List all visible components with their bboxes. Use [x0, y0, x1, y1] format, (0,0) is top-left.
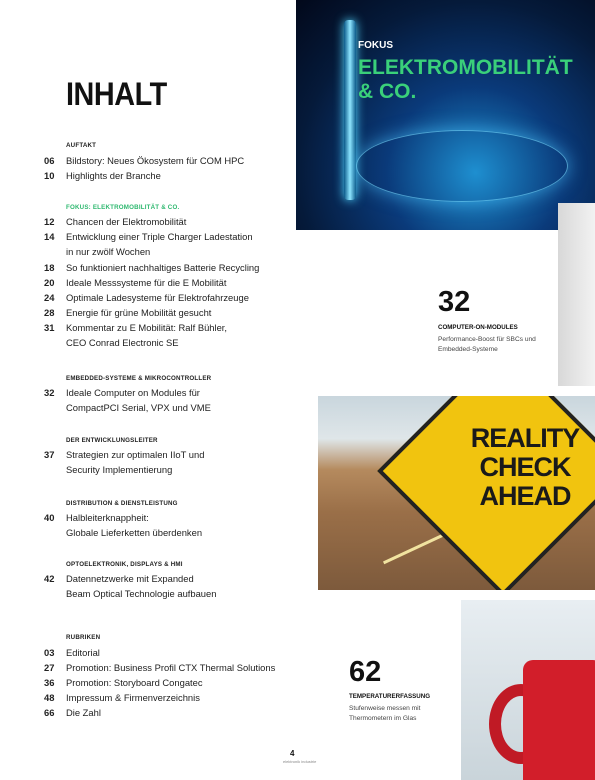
toc-entry-title: Highlights der Branche — [66, 170, 161, 181]
toc-entry-title: Impressum & Firmenverzeichnis — [66, 692, 200, 703]
feature-kicker: FOKUS — [358, 40, 393, 51]
toc-entry-title: Ideale Messsysteme für die E Mobilität — [66, 277, 227, 288]
toc-entry-title: Entwicklung einer Triple Charger Ladestation — [66, 231, 253, 242]
section-heading-fokus: FOKUS: ELEKTROMOBILITÄT & CO. — [66, 204, 180, 211]
toc-page-number: 36 — [44, 677, 55, 688]
toc-entry-title: Strategien zur optimalen IIoT und — [66, 449, 205, 460]
toc-page-number: 10 — [44, 170, 55, 181]
section-heading-optoelektronik: OPTOELEKTRONIK, DISPLAYS & HMI — [66, 561, 183, 568]
callout-label: TEMPERATURERFASSUNG — [349, 693, 431, 700]
toc-page-number: 03 — [44, 647, 55, 658]
reality-check-image[interactable] — [318, 396, 595, 590]
toc-page-number: 20 — [44, 277, 55, 288]
callout-text: Stufenweise messen mit Thermometern im Glas — [349, 705, 421, 722]
callout-label: COMPUTER-ON-MODULES — [438, 324, 518, 331]
toc-entry-title: Ideale Computer on Modules für — [66, 387, 200, 398]
car-outline-graphic — [356, 130, 568, 202]
toc-page-number: 18 — [44, 262, 55, 273]
toc-page-number: 24 — [44, 292, 55, 303]
toc-entry-title: Editorial — [66, 647, 100, 658]
toc-entry-title: Security Implementierung — [66, 464, 173, 475]
feature-headline: ELEKTROMOBILITÄT & CO. — [358, 56, 573, 103]
callout-text: Performance-Boost für SBCs und Embedded-Systeme — [438, 336, 536, 353]
toc-entry-title: Beam Optical Technologie aufbauen — [66, 588, 217, 599]
section-heading-rubriken: RUBRIKEN — [66, 634, 101, 641]
section-heading-auftakt: AUFTAKT — [66, 142, 97, 149]
toc-page-number: 27 — [44, 662, 55, 673]
toc-entry-title: Promotion: Storyboard Congatec — [66, 677, 203, 688]
section-heading-distribution: DISTRIBUTION & DIENSTLEISTUNG — [66, 500, 178, 507]
toc-entry-title: CEO Conrad Electronic SE — [66, 337, 179, 348]
toc-entry-title: Promotion: Business Profil CTX Thermal Solutions — [66, 662, 276, 673]
toc-page-number: 14 — [44, 231, 55, 242]
callout-page-number[interactable]: 62 — [349, 656, 382, 688]
toc-page-number: 48 — [44, 692, 55, 703]
toc-entry-title: Bildstory: Neues Ökosystem für COM HPC — [66, 155, 245, 166]
mug-body-graphic — [523, 660, 595, 780]
toc-entry-title: Energie für grüne Mobilität gesucht — [66, 307, 212, 318]
toc-entry-title: Kommentar zu E Mobilität: Ralf Bühler, — [66, 322, 228, 333]
toc-page-number: 32 — [44, 387, 55, 398]
module-photo — [558, 203, 595, 386]
toc-page-number: 42 — [44, 573, 55, 584]
toc-entry-title: So funktioniert nachhaltiges Batterie Recycling — [66, 262, 260, 273]
page-number: 4 — [290, 749, 295, 758]
toc-entry-title: Globale Lieferketten überdenken — [66, 527, 203, 538]
toc-entry-title: Optimale Ladesysteme für Elektrofahrzeuge — [66, 292, 249, 303]
toc-page-number: 37 — [44, 449, 55, 460]
red-mug-image — [461, 600, 595, 780]
toc-entry-title: Halbleiterknappheit: — [66, 512, 149, 523]
charging-station-graphic — [344, 20, 356, 200]
toc-entry-title: Die Zahl — [66, 707, 101, 718]
toc-page-number: 66 — [44, 707, 55, 718]
toc-entry-title: Datennetzwerke mit Expanded — [66, 573, 194, 584]
section-heading-embedded: EMBEDDED-SYSTEME & MIKROCONTROLLER — [66, 375, 212, 382]
road-sign-text: REALITY CHECK AHEAD — [470, 423, 580, 511]
toc-page-number: 06 — [44, 155, 55, 166]
page-title: INHALT — [66, 76, 167, 112]
callout-page-number[interactable]: 32 — [438, 286, 471, 318]
feature-image-elektromobilitaet[interactable] — [296, 0, 595, 230]
toc-page-number: 40 — [44, 512, 55, 523]
toc-page-number: 12 — [44, 216, 55, 227]
section-heading-entwicklungsleiter: DER ENTWICKLUNGSLEITER — [66, 437, 158, 444]
toc-entry-title: CompactPCI Serial, VPX und VME — [66, 402, 211, 413]
toc-entry-title: in nur zwölf Wochen — [66, 246, 151, 257]
toc-entry-title: Chancen der Elektromobilität — [66, 216, 187, 227]
page-footer-text: elektronik industrie — [283, 759, 317, 764]
toc-page-number: 28 — [44, 307, 55, 318]
toc-page-number: 31 — [44, 322, 55, 333]
